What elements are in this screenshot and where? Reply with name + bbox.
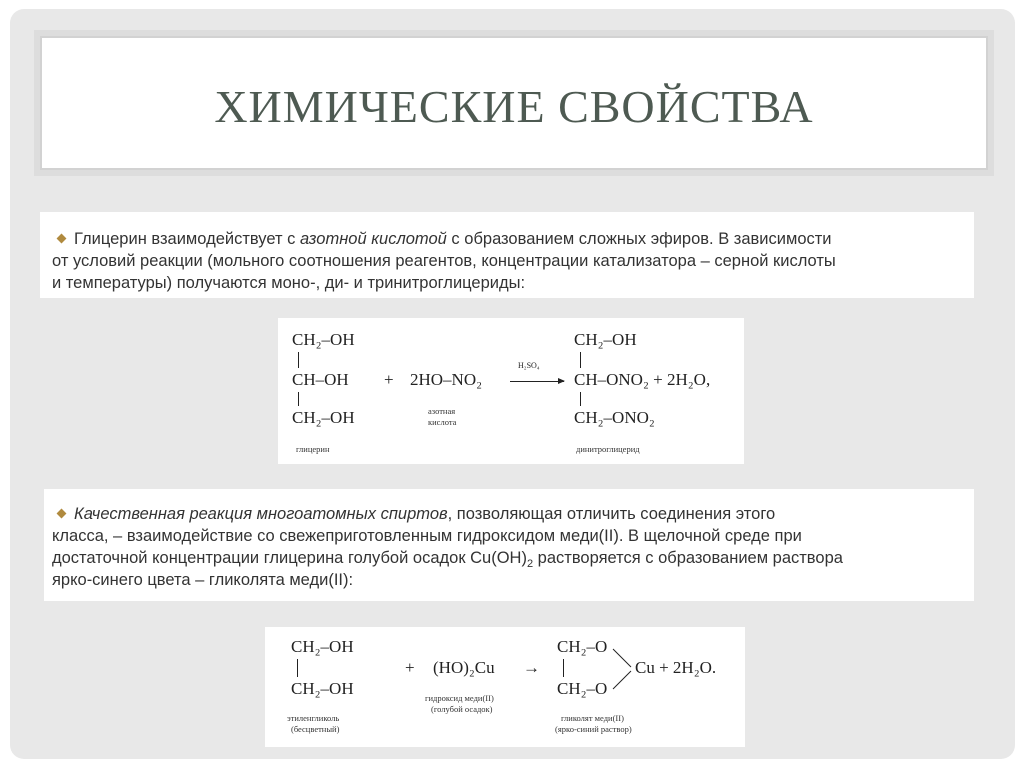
r1-bond xyxy=(298,392,299,406)
r2-product-label-2: (ярко-синий раствор) xyxy=(555,724,632,734)
reaction-nitration xyxy=(278,318,744,464)
panel1-line1-italic: азотной кислотой xyxy=(299,230,447,248)
panel2-line1-text: , позволяющая отличить соединения этого xyxy=(447,505,776,523)
r1-catalyst: H₂SO₄ xyxy=(518,361,540,370)
r1-reactant1-mid: CH–OH xyxy=(292,370,349,389)
bullet-icon xyxy=(57,509,67,519)
r1-reactant2-label-2: кислота xyxy=(428,417,457,427)
r1-reactant1-top: CH₂–OH xyxy=(292,330,355,349)
panel1-line1 xyxy=(52,228,974,250)
r2-reactant1-top: CH₂–OH xyxy=(291,637,354,656)
r2-product-label-1: гликолят меди(II) xyxy=(561,713,624,723)
slide-title: ХИМИЧЕСКИЕ СВОЙСТВА xyxy=(214,81,814,132)
title-box xyxy=(40,36,988,170)
r2-reactant1-label-1: этиленгликоль xyxy=(287,713,340,723)
r1-plus: + xyxy=(384,370,394,389)
r2-reactant1-label-2: (бесцветный) xyxy=(291,724,340,734)
r1-reactant1-label: глицерин xyxy=(296,444,330,454)
panel1-line1-text-end: с образованием сложных эфиров. В зависимости xyxy=(446,230,832,248)
r2-reactant1-bot: CH₂–OH xyxy=(291,679,354,698)
r2-reactant2-label-2: (голубой осадок) xyxy=(431,704,493,714)
panel1-line1-text: Глицерин взаимодействует с xyxy=(74,230,300,248)
r2-arrow: → xyxy=(523,658,540,677)
panel2-line3 xyxy=(52,547,974,569)
r2-product-top: CH₂–O xyxy=(557,637,608,656)
r1-bond xyxy=(580,352,581,368)
r1-product-top: CH₂–OH xyxy=(574,330,637,349)
r1-bond xyxy=(298,352,299,368)
text-panel-qualitative xyxy=(44,489,974,601)
r1-product-bot: CH₂–ONO₂ xyxy=(574,408,655,427)
r1-arrow xyxy=(510,381,564,382)
panel2-line3-text: достаточной концентрации глицерина голубой осадок Cu(OH) xyxy=(52,549,527,567)
slide xyxy=(10,9,1015,759)
text-panel-nitration xyxy=(40,212,974,298)
panel1-line2: от условий реакции (мольного соотношения реагентов, концентрации катализатора – серной кислоты xyxy=(52,252,836,270)
r2-coordination-bonds xyxy=(611,645,633,695)
r2-bond xyxy=(563,659,564,677)
panel2-line3-sub: 2 xyxy=(526,558,534,570)
panel1-line3: и температуры) получаются моно-, ди- и тринитроглицериды: xyxy=(52,274,526,292)
r2-reactant2: (HO)₂Cu xyxy=(433,658,495,677)
r2-reactant2-label-1: гидроксид меди(II) xyxy=(425,693,494,703)
r1-reactant2: 2HO–NO₂ xyxy=(410,370,483,389)
r2-plus: + xyxy=(405,658,415,677)
r1-reactant1-bot: CH₂–OH xyxy=(292,408,355,427)
panel2-line4: ярко-синего цвета – гликолята меди(II): xyxy=(52,571,354,589)
r1-product-mid: CH–ONO₂ + 2H₂O, xyxy=(574,370,711,389)
reaction-glycolate xyxy=(265,627,745,747)
r1-product-label: динитроглицерид xyxy=(576,444,640,454)
r2-product-mid: Cu + 2H₂O. xyxy=(635,658,717,677)
panel2-line1-italic: Качественная реакция многоатомных спиртов xyxy=(74,505,448,523)
r2-product-bot: CH₂–O xyxy=(557,679,608,698)
panel2-line2: класса, – взаимодействие со свежеприготовленным гидроксидом меди(II). В щелочной среде при xyxy=(52,527,802,545)
bullet-icon xyxy=(57,234,67,244)
r2-bond xyxy=(297,659,298,677)
panel2-line1 xyxy=(52,503,974,525)
r1-bond xyxy=(580,392,581,406)
panel2-line3-text-end: растворяется с образованием раствора xyxy=(533,549,843,567)
r1-reactant2-label-1: азотная xyxy=(428,406,456,416)
